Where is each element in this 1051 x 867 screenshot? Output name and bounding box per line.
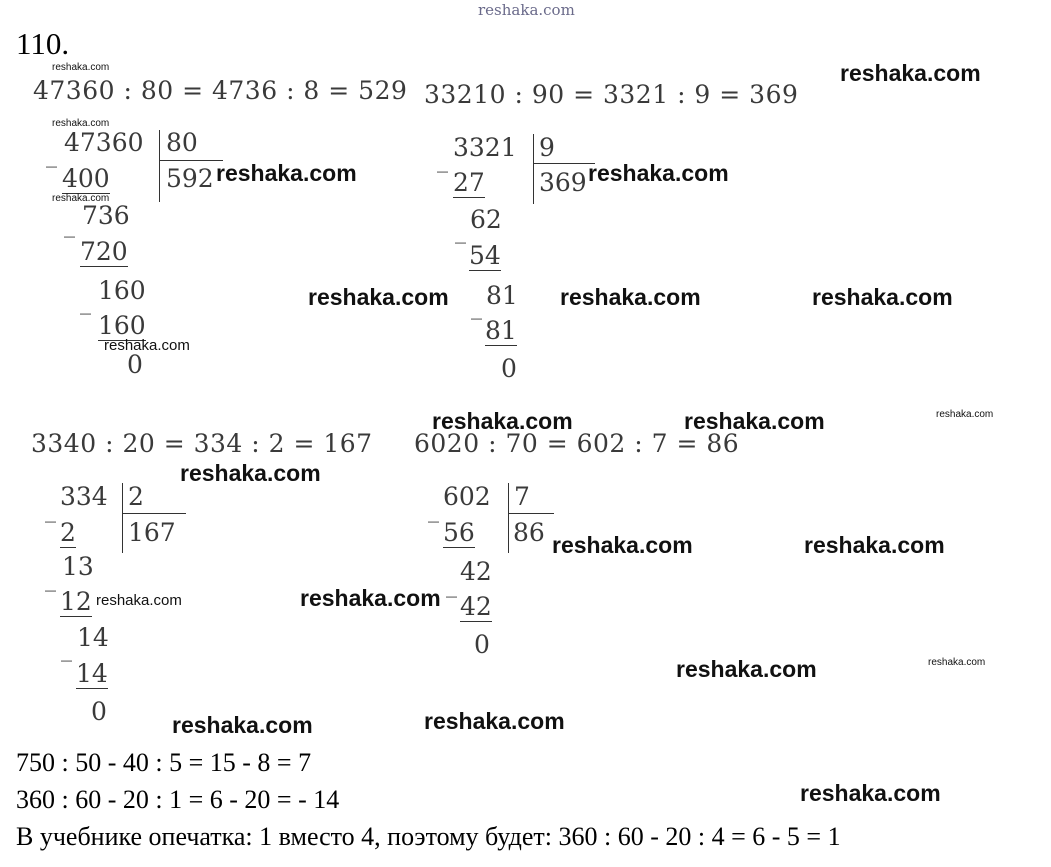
divisor: 7 — [514, 482, 530, 511]
quotient: 369 — [539, 168, 587, 197]
step-product: 14 — [76, 659, 108, 688]
watermark: reshaka.com — [812, 284, 953, 310]
final-remainder: 0 — [91, 697, 107, 726]
watermark-small: reshaka.com — [936, 409, 994, 420]
divisor-line — [508, 513, 554, 514]
watermark: reshaka.com — [172, 712, 313, 738]
divisor-line — [159, 160, 223, 161]
text-line-1: 750 : 50 - 40 : 5 = 15 - 8 = 7 — [16, 748, 312, 777]
minus-sign: _ — [45, 498, 56, 523]
minus-sign: _ — [80, 290, 91, 315]
dividend: 3321 — [453, 133, 517, 162]
equation-3: 3340 : 20 = 334 : 2 = 167 — [31, 429, 373, 458]
watermark: reshaka.com — [180, 460, 321, 486]
divisor: 9 — [539, 133, 555, 162]
minus-sign: _ — [471, 295, 482, 320]
step-product: 56 — [443, 518, 475, 547]
step-product: 12 — [60, 587, 92, 616]
divisor: 2 — [128, 482, 144, 511]
minus-sign: _ — [428, 498, 439, 523]
equation-2: 33210 : 90 = 3321 : 9 = 369 — [424, 80, 799, 109]
step-product: 720 — [80, 237, 128, 266]
watermark-small: reshaka.com — [52, 118, 110, 129]
step-product: 2 — [60, 518, 76, 547]
watermark: reshaka.com — [800, 780, 941, 806]
division-bracket — [122, 483, 123, 553]
watermark-small: reshaka.com — [52, 193, 110, 204]
dividend: 602 — [443, 482, 491, 511]
step-remainder: 81 — [486, 281, 518, 310]
watermark: reshaka.com — [216, 160, 357, 186]
minus-sign: _ — [446, 573, 457, 598]
minus-sign: _ — [45, 567, 56, 592]
step-remainder: 62 — [470, 205, 502, 234]
watermark: reshaka.com — [840, 60, 981, 86]
step-product: 81 — [485, 316, 517, 345]
task-number: 110. — [16, 26, 70, 61]
watermark-small: reshaka.com — [52, 62, 110, 73]
final-remainder: 0 — [474, 630, 490, 659]
step-remainder: 14 — [77, 623, 109, 652]
step-product: 42 — [460, 592, 492, 621]
divisor: 80 — [166, 128, 198, 157]
text-line-3: В учебнике опечатка: 1 вместо 4, поэтому будет: 360 : 60 - 20 : 4 = 6 - 5 = 1 — [16, 822, 841, 851]
step-product: 27 — [453, 168, 485, 197]
watermark: reshaka.com — [308, 284, 449, 310]
watermark-small: reshaka.com — [928, 657, 986, 668]
watermark: reshaka.com — [432, 408, 573, 434]
final-remainder: 0 — [501, 354, 517, 383]
division-bracket — [159, 130, 160, 202]
divisor-line — [533, 163, 595, 164]
minus-sign: _ — [437, 148, 448, 173]
minus-sign: _ — [46, 143, 57, 168]
watermark: reshaka.com — [804, 532, 945, 558]
text-line-2: 360 : 60 - 20 : 1 = 6 - 20 = - 14 — [16, 785, 340, 814]
site-watermark-top: reshaka.com — [478, 1, 575, 19]
final-remainder: 0 — [127, 350, 143, 379]
step-product: 160 — [98, 311, 146, 340]
minus-sign: _ — [61, 637, 72, 662]
watermark: reshaka.com — [588, 160, 729, 186]
watermark: reshaka.com — [552, 532, 693, 558]
quotient: 592 — [166, 164, 214, 193]
watermark: reshaka.com — [684, 408, 825, 434]
watermark: reshaka.com — [676, 656, 817, 682]
minus-sign: _ — [64, 213, 75, 238]
watermark: reshaka.com — [424, 708, 565, 734]
dividend: 334 — [60, 482, 108, 511]
quotient: 167 — [128, 518, 176, 547]
step-remainder: 736 — [82, 201, 130, 230]
watermark-medium: reshaka.com — [96, 592, 182, 609]
step-remainder: 42 — [460, 557, 492, 586]
watermark: reshaka.com — [300, 585, 441, 611]
division-bracket — [508, 483, 509, 553]
step-product: 54 — [469, 241, 501, 270]
equation-1: 47360 : 80 = 4736 : 8 = 529 — [33, 76, 408, 105]
minus-sign: _ — [455, 219, 466, 244]
dividend: 47360 — [64, 128, 144, 157]
step-product: 400 — [62, 164, 110, 193]
watermark-medium: reshaka.com — [104, 337, 190, 354]
step-remainder: 13 — [62, 552, 94, 581]
divisor-line — [122, 513, 186, 514]
watermark: reshaka.com — [560, 284, 701, 310]
step-remainder: 160 — [98, 276, 146, 305]
quotient: 86 — [513, 518, 545, 547]
equation-4: 6020 : 70 = 602 : 7 = 86 — [414, 429, 740, 458]
division-bracket — [533, 134, 534, 204]
